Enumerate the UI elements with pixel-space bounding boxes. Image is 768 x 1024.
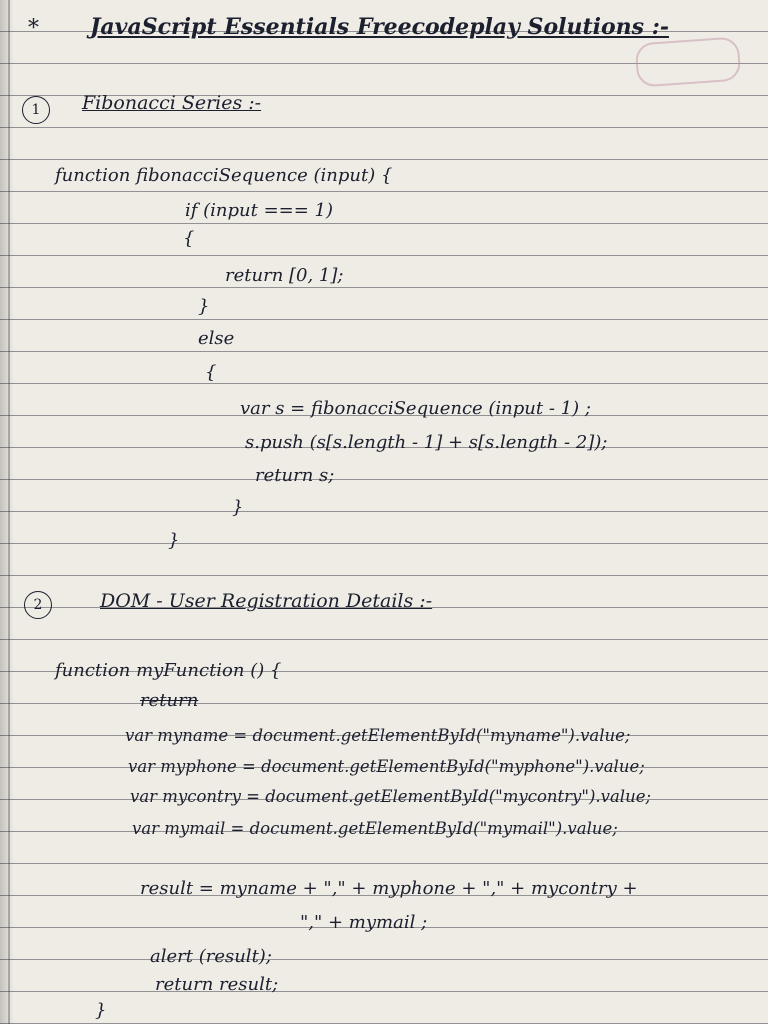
- code-line: if (input === 1): [185, 200, 334, 221]
- code-line: "," + mymail ;: [300, 912, 428, 933]
- code-line: function fibonacciSequence (input) {: [55, 165, 393, 186]
- code-line-struck: return: [140, 690, 199, 711]
- code-line: result = myname + "," + myphone + "," + mycontry +: [140, 878, 638, 899]
- code-line: return [0, 1];: [225, 265, 344, 286]
- section-heading-1: Fibonacci Series :-: [82, 92, 262, 114]
- ink-bleed-mark: [635, 36, 742, 87]
- section-heading-2: DOM - User Registration Details :-: [100, 590, 433, 612]
- code-line: function myFunction () {: [55, 660, 282, 681]
- code-line: }: [168, 530, 180, 551]
- code-line: s.push (s[s.length - 1] + s[s.length - 2]);: [245, 432, 608, 453]
- code-line: {: [183, 228, 195, 249]
- code-line: var mymail = document.getElementById("mymail").value;: [132, 819, 618, 838]
- code-line: var myphone = document.getElementById("myphone").value;: [128, 757, 645, 776]
- code-line: }: [232, 497, 244, 518]
- code-line: else: [198, 328, 235, 349]
- code-line: alert (result);: [150, 946, 272, 967]
- code-line: }: [198, 296, 210, 317]
- page-title: JavaScript Essentials Freecodeplay Solutions :-: [90, 14, 669, 40]
- code-line: }: [95, 1000, 107, 1021]
- section-number-2: 2: [24, 591, 52, 619]
- code-line: return s;: [255, 465, 335, 486]
- page-margin-line: [8, 0, 10, 1024]
- code-line: var mycontry = document.getElementById("mycontry").value;: [130, 787, 652, 806]
- star-icon: *: [28, 16, 39, 41]
- code-line: var s = fibonacciSequence (input - 1) ;: [240, 398, 591, 419]
- section-number-1: 1: [22, 96, 50, 124]
- code-line: var myname = document.getElementById("myname").value;: [125, 726, 631, 745]
- code-line: {: [205, 362, 217, 383]
- code-line: return result;: [155, 974, 279, 995]
